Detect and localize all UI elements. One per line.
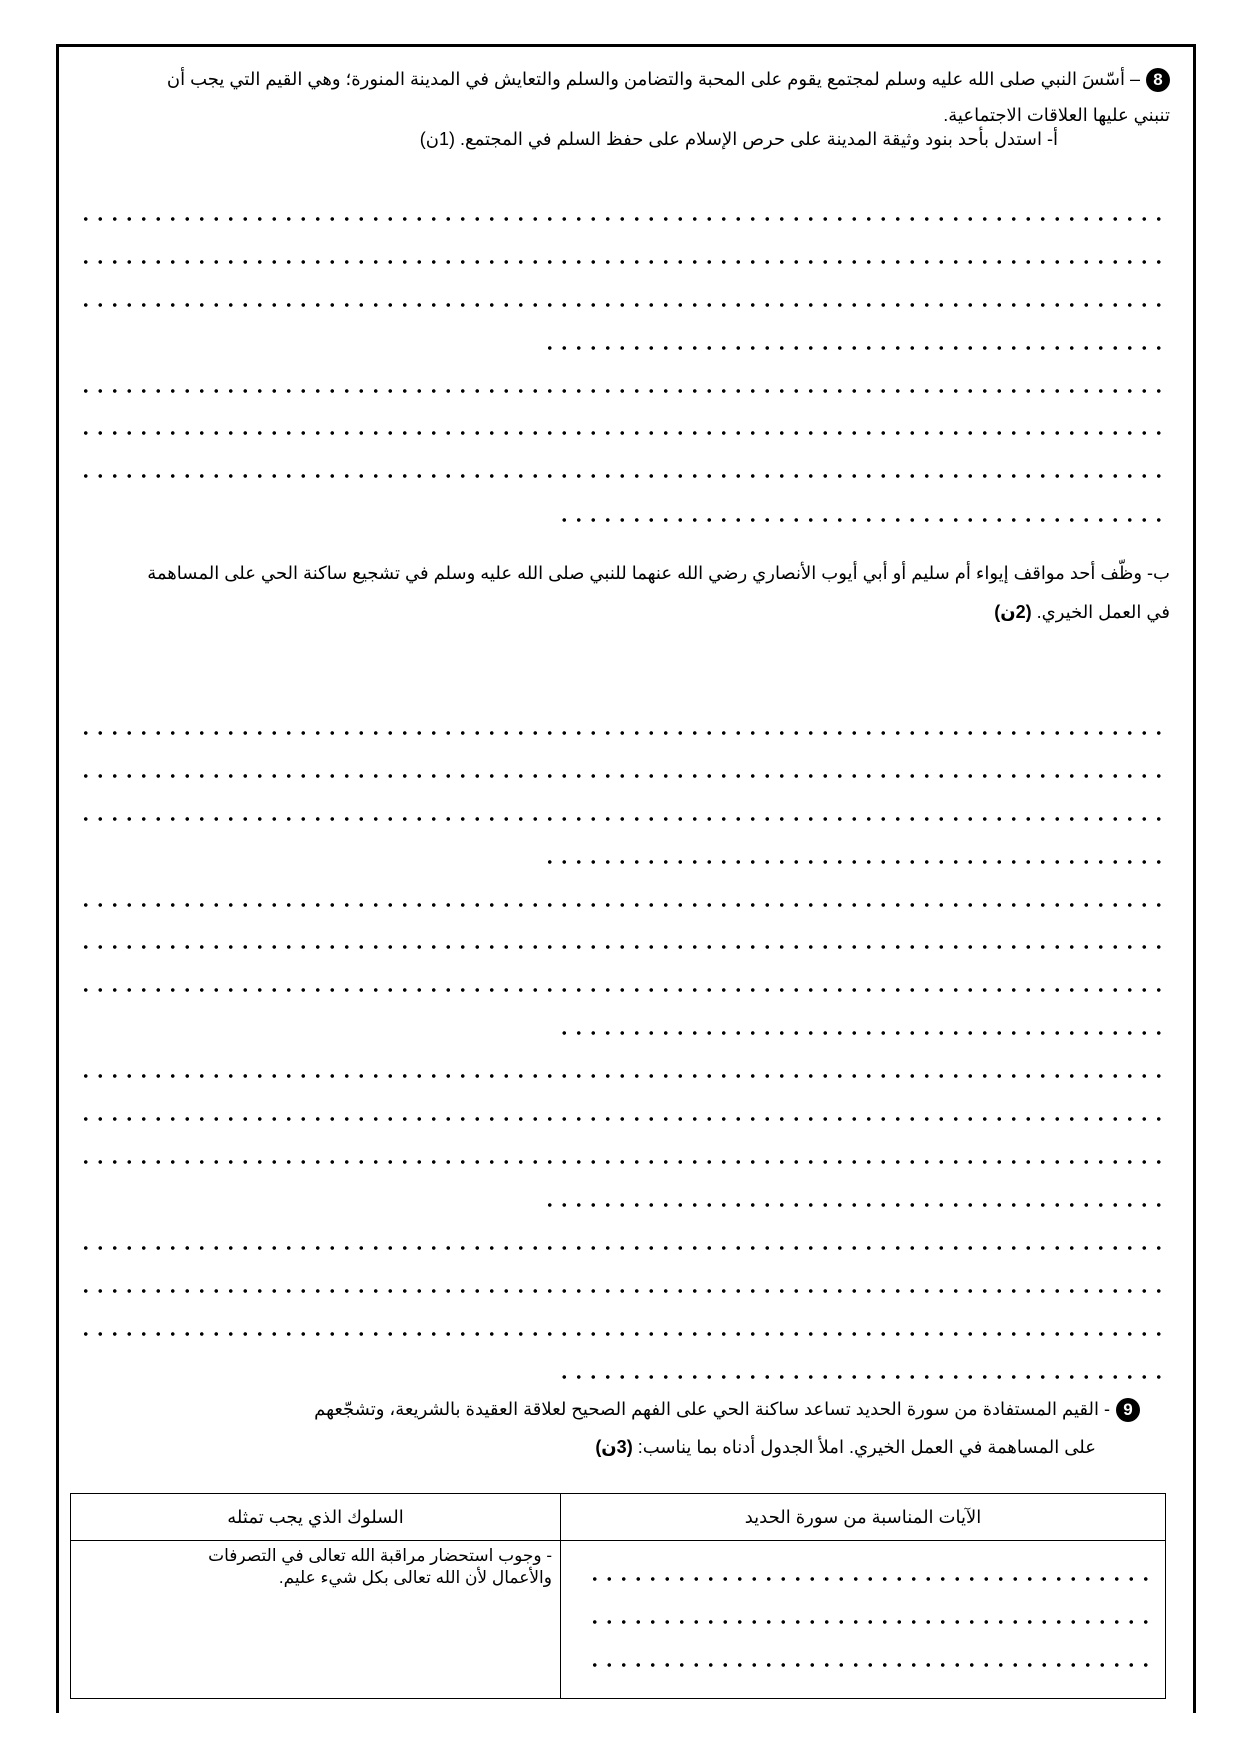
answer-line[interactable] bbox=[84, 1114, 1166, 1124]
answer-line[interactable] bbox=[589, 1660, 1153, 1670]
answer-line[interactable] bbox=[84, 985, 1166, 995]
q9-number-badge: 9 bbox=[1116, 1398, 1140, 1422]
q8-intro-line1 bbox=[90, 64, 1170, 94]
answer-line[interactable] bbox=[84, 1329, 1166, 1339]
q8-part-b-text2: في العمل الخيري. bbox=[1036, 602, 1170, 622]
answer-line[interactable] bbox=[555, 515, 1166, 525]
answer-line[interactable] bbox=[540, 1200, 1166, 1210]
q8-part-b-line1: ب- وظّف أحد مواقف إيواء أم سليم أو أبي أيوب الأنصاري رضي الله عنهما للنبي صلى الله عليه وسلم في تشجيع ساكنة الحي على المساهمة bbox=[147, 563, 1170, 583]
table-header-row bbox=[71, 1494, 1166, 1541]
answer-line[interactable] bbox=[589, 1617, 1153, 1627]
answer-line[interactable] bbox=[555, 1028, 1166, 1038]
answer-line[interactable] bbox=[84, 471, 1166, 481]
verses-behavior-table bbox=[70, 1493, 1166, 1699]
q8-part-a-prompt: أ- استدل بأحد بنود وثيقة المدينة على حرص الإسلام على حفظ السلم في المجتمع. (1ن) bbox=[419, 129, 1058, 149]
answer-line[interactable] bbox=[84, 257, 1166, 267]
answer-line[interactable] bbox=[540, 857, 1166, 867]
answer-line[interactable] bbox=[540, 343, 1166, 353]
verses-answer-cell[interactable] bbox=[561, 1541, 1166, 1699]
q8-intro-line2: تنبني عليها العلاقات الاجتماعية. bbox=[943, 105, 1170, 125]
q9-line1 bbox=[314, 1394, 1140, 1424]
answer-line[interactable] bbox=[84, 1286, 1166, 1296]
answer-line[interactable] bbox=[84, 1071, 1166, 1081]
answer-line[interactable] bbox=[84, 214, 1166, 224]
q9-text2: على المساهمة في العمل الخيري. املأ الجدول أدناه بما يناسب: bbox=[637, 1437, 1096, 1457]
table-row bbox=[71, 1541, 1166, 1699]
answer-line[interactable] bbox=[84, 728, 1166, 738]
answer-line[interactable] bbox=[84, 428, 1166, 438]
q9-line2 bbox=[595, 1432, 1096, 1462]
answer-line[interactable] bbox=[555, 1372, 1166, 1382]
answer-line[interactable] bbox=[84, 300, 1166, 310]
behavior-line2: والأعمال لأن الله تعالى بكل شيء عليم. bbox=[278, 1568, 552, 1587]
answer-line[interactable] bbox=[84, 1243, 1166, 1253]
answer-line[interactable] bbox=[84, 1157, 1166, 1167]
q8-number-badge: 8 bbox=[1146, 68, 1170, 92]
answer-line[interactable] bbox=[84, 386, 1166, 396]
answer-line[interactable] bbox=[84, 900, 1166, 910]
header-behavior: السلوك الذي يجب تمثله bbox=[71, 1494, 561, 1541]
q9-text1: - القيم المستفادة من سورة الحديد تساعد ساكنة الحي على الفهم الصحيح لعلاقة العقيدة بالشريعة، وتشجّعهم bbox=[314, 1399, 1110, 1419]
behavior-line1: - وجوب استحضار مراقبة الله تعالى في التصرفات bbox=[208, 1546, 552, 1565]
answer-line[interactable] bbox=[84, 771, 1166, 781]
q8-intro-text1: – أسّسَ النبي صلى الله عليه وسلم لمجتمع يقوم على المحبة والتضامن والسلم والتعايش في المدينة المنورة؛ وهي القيم التي يجب أن bbox=[166, 69, 1140, 89]
q9-points: (3ن) bbox=[595, 1437, 633, 1457]
page-frame bbox=[56, 44, 1196, 1713]
behavior-cell bbox=[71, 1541, 561, 1699]
header-verses: الآيات المناسبة من سورة الحديد bbox=[561, 1494, 1166, 1541]
answer-line[interactable] bbox=[589, 1574, 1153, 1584]
q8-part-b-points: (2ن) bbox=[994, 602, 1032, 622]
q8-part-b-line2 bbox=[994, 597, 1170, 627]
answer-line[interactable] bbox=[84, 814, 1166, 824]
answer-line[interactable] bbox=[84, 942, 1166, 952]
